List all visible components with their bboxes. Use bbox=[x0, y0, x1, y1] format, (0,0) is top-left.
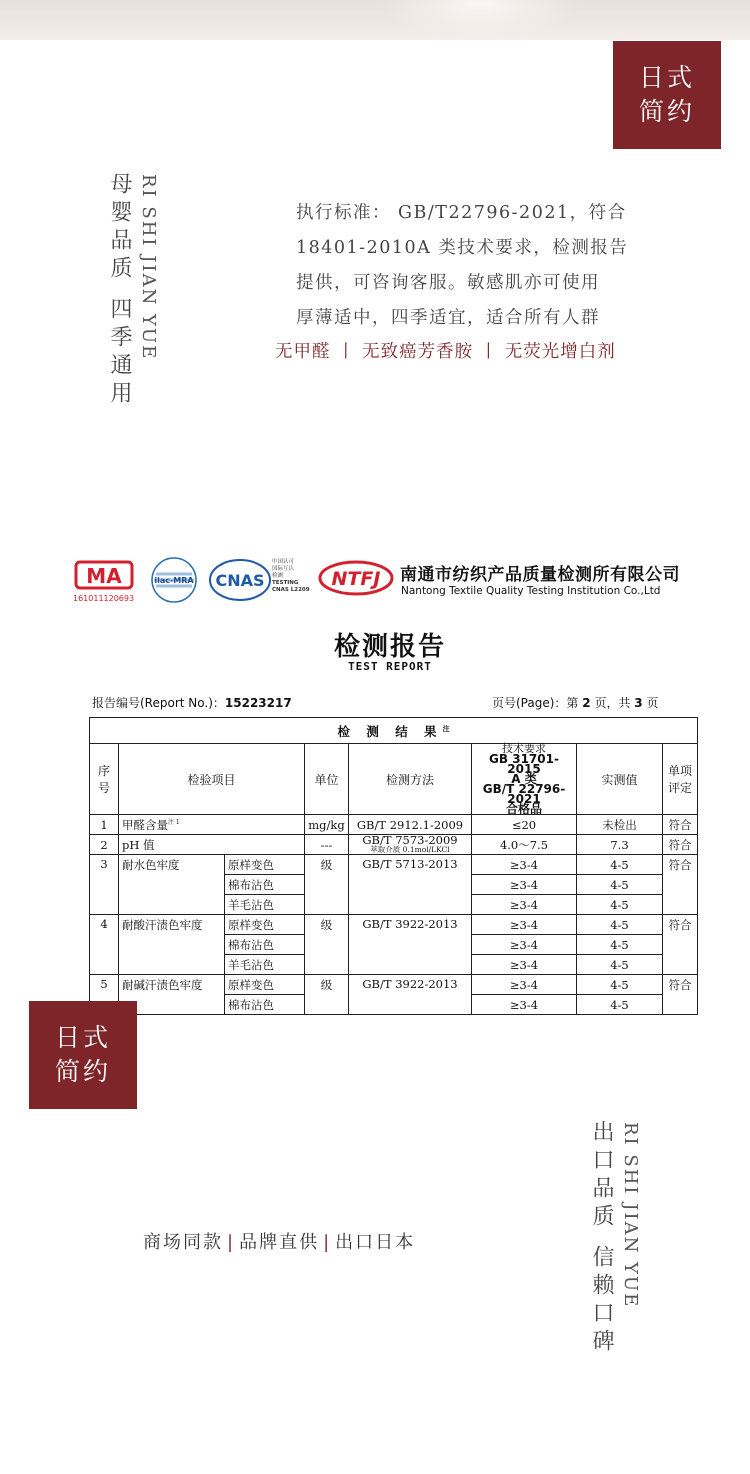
vertical-tagline-cn-1: 母婴品质 四季通用 bbox=[107, 172, 132, 409]
header-seq: 序号 bbox=[90, 744, 119, 815]
row-item: 甲醛含量$^{注 1}$ bbox=[119, 815, 305, 835]
table-header-row bbox=[90, 744, 698, 815]
standard-line: 提供，可咨询客服。敏感肌亦可使用 bbox=[296, 273, 600, 293]
claim-formaldehyde: 无甲醛 bbox=[275, 342, 331, 362]
ma-logo-icon bbox=[74, 560, 134, 592]
row-verdict: 符合 bbox=[663, 915, 698, 975]
header-item: 检验项目 bbox=[119, 744, 305, 815]
cnas-caption-line: 中国认可 bbox=[272, 559, 295, 565]
table-title-row bbox=[90, 718, 698, 744]
row-subitem: 棉布沾色 bbox=[225, 995, 305, 1015]
standard-line: 执行标准： GB/T22796-2021，符合 bbox=[296, 203, 627, 223]
row-item: 耐碱汗渍色牢度 bbox=[119, 975, 225, 1015]
row-requirement: ≥3-4 bbox=[472, 975, 577, 995]
row-no: 4 bbox=[90, 915, 119, 975]
row-value: 未检出 bbox=[577, 815, 663, 835]
report-number-value: 15223217 bbox=[224, 696, 292, 710]
row-value: 4-5 bbox=[577, 955, 663, 975]
row-subitem: 原样变色 bbox=[225, 915, 305, 935]
cnas-caption-line: 检测 bbox=[272, 573, 284, 579]
vertical-tagline-cn-2: 出口品质 信赖口碑 bbox=[589, 1120, 614, 1357]
header-verdict: 单项评定 bbox=[663, 744, 698, 815]
report-number bbox=[92, 694, 292, 711]
style-badge-top bbox=[613, 41, 721, 149]
row-requirement: ≥3-4 bbox=[472, 915, 577, 935]
row-requirement: ≥3-4 bbox=[472, 935, 577, 955]
cnas-caption bbox=[272, 559, 310, 594]
page-suffix: 页 bbox=[646, 696, 659, 710]
ma-number: 161011120693 bbox=[73, 594, 135, 603]
row-no: 5 bbox=[90, 975, 119, 1015]
tagline-item: 商场同款 bbox=[143, 1232, 223, 1253]
row-requirement: ≥3-4 bbox=[472, 995, 577, 1015]
tagline-separator: | bbox=[227, 1232, 236, 1253]
page-mid: 页，共 bbox=[594, 696, 631, 710]
certification-logos bbox=[70, 548, 710, 610]
row-item: 耐酸汗渍色牢度 bbox=[119, 915, 225, 975]
row-subitem: 棉布沾色 bbox=[225, 935, 305, 955]
vertical-brand-en-2: RI SHI JIAN YUE bbox=[620, 1122, 641, 1309]
cnas-caption-line: 国际互认 bbox=[272, 566, 295, 572]
tagline-item: 出口日本 bbox=[335, 1232, 416, 1253]
ma-logo-text: MA bbox=[86, 564, 122, 588]
header-requirement: 技术要求 GB 31701-2015 A 类 GB/T 22796-2021 合格品 bbox=[472, 744, 577, 815]
institution-name-en: Nantong Textile Quality Testing Institution Co.,Ltd bbox=[401, 585, 661, 597]
standard-line: 18401-2010A 类技术要求，检测报告 bbox=[296, 238, 629, 258]
table-row bbox=[90, 975, 698, 995]
test-report bbox=[70, 548, 710, 1012]
ntfj-logo-text: NTFJ bbox=[331, 568, 381, 590]
row-verdict: 符合 bbox=[663, 835, 698, 855]
row-verdict: 符合 bbox=[663, 855, 698, 915]
row-item: 耐水色牢度 bbox=[119, 855, 225, 915]
cnas-caption-line: TESTING bbox=[272, 580, 299, 586]
row-requirement: ≥3-4 bbox=[472, 895, 577, 915]
row-unit: 级 bbox=[305, 855, 349, 915]
row-method: GB/T 7573-2009 萃取介质 0.1mol/LKCl bbox=[349, 835, 472, 855]
header-measured: 实测值 bbox=[577, 744, 663, 815]
row-subitem: 棉布沾色 bbox=[225, 875, 305, 895]
row-value: 4-5 bbox=[577, 915, 663, 935]
badge-line1: 日式 bbox=[638, 63, 695, 92]
row-requirement: ≤20 bbox=[472, 815, 577, 835]
top-photo-strip bbox=[0, 0, 750, 40]
page-number bbox=[492, 694, 658, 711]
cnas-caption-line: CNAS L2209 bbox=[272, 587, 310, 593]
row-verdict: 符合 bbox=[663, 815, 698, 835]
table-row bbox=[90, 915, 698, 935]
header-unit: 单位 bbox=[305, 744, 349, 815]
claim-separator: 丨 bbox=[337, 342, 356, 362]
row-method: GB/T 3922-2013 bbox=[349, 975, 472, 1015]
row-no: 3 bbox=[90, 855, 119, 915]
ilac-mra-logo-icon bbox=[150, 556, 198, 604]
row-item: pH 值 bbox=[119, 835, 305, 855]
row-subitem: 原样变色 bbox=[225, 855, 305, 875]
institution-name-cn: 南通市纺织产品质量检测所有限公司 bbox=[400, 565, 680, 585]
table-row bbox=[90, 855, 698, 875]
table-title: 检 测 结 果$^注$ bbox=[90, 718, 698, 744]
ntfj-logo-icon bbox=[318, 560, 394, 596]
row-subitem: 原样变色 bbox=[225, 975, 305, 995]
row-method: GB/T 3922-2013 bbox=[349, 915, 472, 975]
row-value: 4-5 bbox=[577, 875, 663, 895]
row-verdict: 符合 bbox=[663, 975, 698, 1015]
report-subtitle: TEST REPORT bbox=[348, 660, 432, 673]
row-unit: 级 bbox=[305, 915, 349, 975]
table-row bbox=[90, 815, 698, 835]
row-unit: --- bbox=[305, 835, 349, 855]
row-value: 7.3 bbox=[577, 835, 663, 855]
table-row bbox=[90, 835, 698, 855]
claim-separator: 丨 bbox=[479, 342, 499, 362]
row-value: 4-5 bbox=[577, 895, 663, 915]
report-title: 检测报告 bbox=[333, 632, 446, 662]
page-prefix: 页号(Page)：第 bbox=[492, 696, 579, 710]
style-badge-middle bbox=[29, 1001, 137, 1109]
standard-line: 厚薄适中，四季适宜，适合所有人群 bbox=[296, 308, 600, 328]
cnas-logo-text: CNAS bbox=[215, 571, 265, 590]
row-requirement: ≥3-4 bbox=[472, 955, 577, 975]
tagline-item: 品牌直供 bbox=[239, 1232, 320, 1253]
row-value: 4-5 bbox=[577, 975, 663, 995]
safety-claims bbox=[275, 338, 616, 363]
ilac-logo-text: ilac-MRA bbox=[154, 576, 194, 585]
badge-line2: 简约 bbox=[54, 1057, 111, 1086]
standard-description bbox=[296, 196, 646, 336]
tagline bbox=[143, 1228, 415, 1254]
badge-line2: 简约 bbox=[638, 97, 695, 126]
row-value: 4-5 bbox=[577, 855, 663, 875]
cnas-logo-icon bbox=[208, 558, 272, 602]
claim-brightener: 无荧光增白剂 bbox=[504, 342, 616, 362]
row-requirement: ≥3-4 bbox=[472, 855, 577, 875]
header-method: 检测方法 bbox=[349, 744, 472, 815]
page-current: 2 bbox=[582, 696, 591, 710]
vertical-brand-en-1: RI SHI JIAN YUE bbox=[138, 174, 159, 361]
claim-amine: 无致癌芳香胺 bbox=[362, 342, 474, 362]
page-total: 3 bbox=[634, 696, 643, 710]
row-subitem: 羊毛沾色 bbox=[225, 955, 305, 975]
row-value: 4-5 bbox=[577, 935, 663, 955]
row-unit: 级 bbox=[305, 975, 349, 1015]
report-number-label: 报告编号(Report No.)： bbox=[92, 696, 225, 710]
row-method: GB/T 5713-2013 bbox=[349, 855, 472, 915]
row-no: 1 bbox=[90, 815, 119, 835]
row-no: 2 bbox=[90, 835, 119, 855]
row-subitem: 羊毛沾色 bbox=[225, 895, 305, 915]
tagline-separator: | bbox=[323, 1232, 332, 1253]
row-method: GB/T 2912.1-2009 bbox=[349, 815, 472, 835]
row-requirement: ≥3-4 bbox=[472, 875, 577, 895]
row-value: 4-5 bbox=[577, 995, 663, 1015]
row-requirement: 4.0～7.5 bbox=[472, 835, 577, 855]
badge-line1: 日式 bbox=[54, 1023, 111, 1052]
row-unit: mg/kg bbox=[305, 815, 349, 835]
results-table bbox=[89, 717, 698, 1015]
